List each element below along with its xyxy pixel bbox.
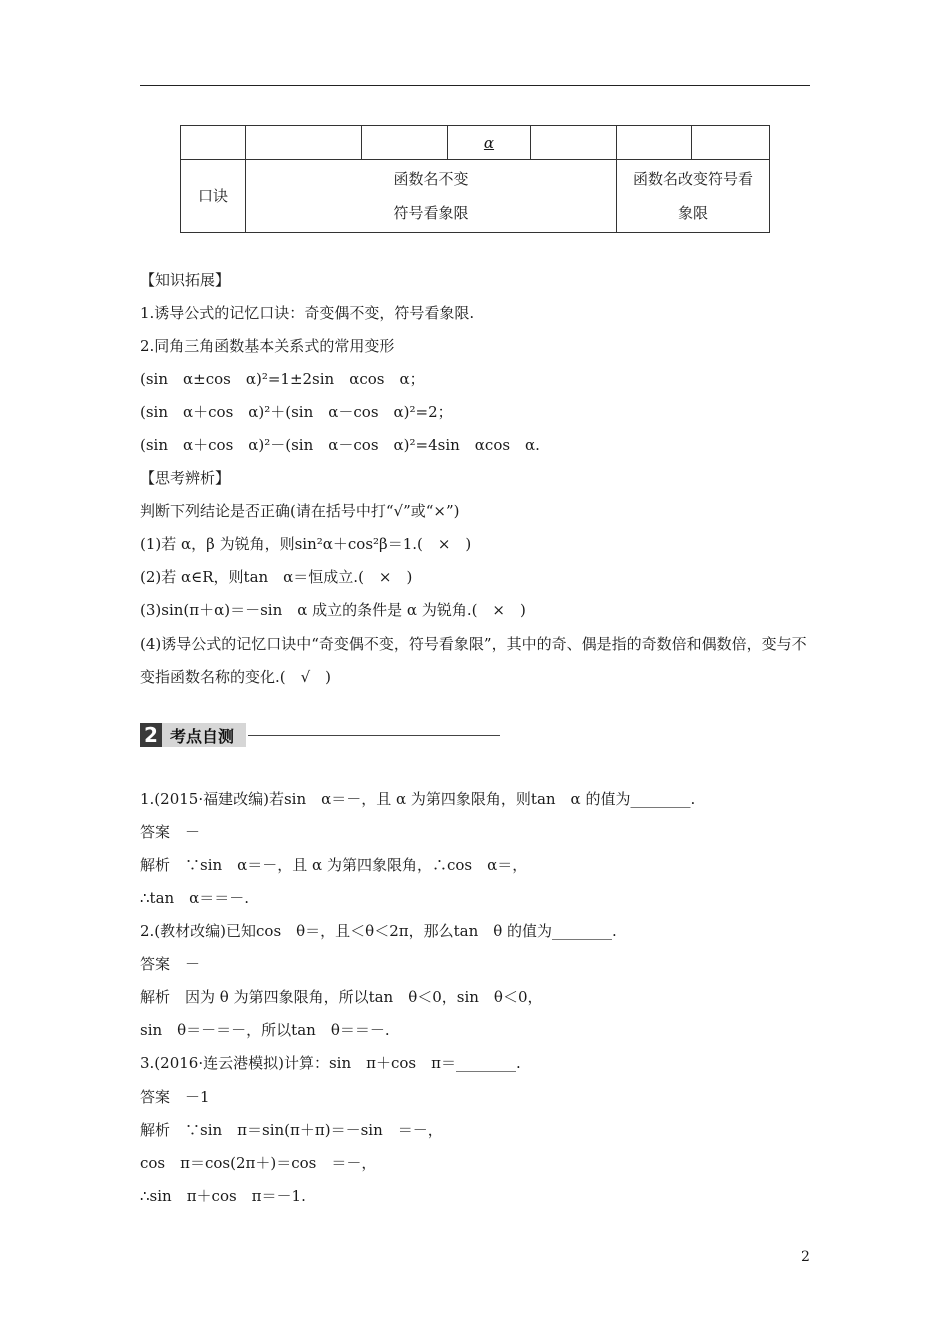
- page-number: 2: [801, 1249, 810, 1265]
- table-row: [181, 160, 770, 233]
- analysis-line: 解析 ∵sin π＝sin(π＋π)＝－sin ＝－，: [140, 1121, 443, 1139]
- section-header: [140, 721, 500, 749]
- section-rule: [248, 735, 500, 736]
- table-cell-rule-changed: 函数名改变符号看 象限: [617, 160, 770, 233]
- text-line: 1.诱导公式的记忆口诀：奇变偶不变，符号看象限.: [140, 304, 475, 322]
- question-line: (1)若 α，β 为锐角，则sin²α＋cos²β＝1.( × ): [140, 535, 472, 553]
- heading-thinking: 【思考辨析】: [140, 469, 231, 487]
- section-number: 2: [140, 723, 162, 747]
- table-row: [181, 126, 770, 160]
- question-line: (3)sin(π＋α)＝－sin α 成立的条件是 α 为锐角.( × ): [140, 601, 526, 619]
- exercise-line: 2.(教材改编)已知cos θ＝，且＜θ＜2π，那么tan θ 的值为________.: [140, 922, 617, 940]
- formula-line: (sin α±cos α)²=1±2sin αcos α；: [140, 370, 425, 388]
- table-cell-alpha: α: [483, 133, 495, 152]
- text-line: 2.同角三角函数基本关系式的常用变形: [140, 337, 395, 355]
- table-cell-rule-unchanged: 函数名不变 符号看象限: [246, 160, 617, 233]
- analysis-line: cos π＝cos(2π＋)＝cos ＝－，: [140, 1154, 377, 1172]
- analysis-line: ∴tan α＝＝－.: [140, 889, 250, 907]
- analysis-line: 解析 ∵sin α＝－，且 α 为第四象限角，∴cos α＝，: [140, 856, 528, 874]
- table-label: 口诀: [181, 160, 246, 233]
- answer-line: 答案 －: [140, 823, 201, 841]
- question-line: (4)诱导公式的记忆口诀中“奇变偶不变，符号看象限”，其中的奇、偶是指的奇数倍和偶数倍，变与不变指函数名称的变化.( √ ): [140, 635, 807, 686]
- text-line: 判断下列结论是否正确(请在括号中打“√”或“×”): [140, 502, 460, 520]
- formula-line: (sin α＋cos α)²＋(sin α－cos α)²=2；: [140, 403, 453, 421]
- formula-table: [180, 125, 770, 233]
- section-title: 考点自测: [162, 723, 246, 747]
- answer-line: 答案 －1: [140, 1088, 210, 1106]
- formula-line: (sin α＋cos α)²－(sin α－cos α)²=4sin αcos α.: [140, 436, 540, 454]
- heading-knowledge: 【知识拓展】: [140, 271, 231, 289]
- analysis-line: sin θ＝－＝－，所以tan θ＝＝－.: [140, 1021, 390, 1039]
- answer-line: 答案 －: [140, 955, 201, 973]
- header-rule: [140, 85, 810, 86]
- exercise-line: 1.(2015·福建改编)若sin α＝－，且 α 为第四象限角，则tan α 的值为________.: [140, 790, 696, 808]
- analysis-line: 解析 因为 θ 为第四象限角，所以tan θ＜0，sin θ＜0，: [140, 988, 543, 1006]
- question-line: (2)若 α∈R，则tan α＝恒成立.( × ): [140, 568, 413, 586]
- exercise-line: 3.(2016·连云港模拟)计算：sin π＋cos π＝________.: [140, 1054, 521, 1072]
- analysis-line: ∴sin π＋cos π＝－1.: [140, 1187, 306, 1205]
